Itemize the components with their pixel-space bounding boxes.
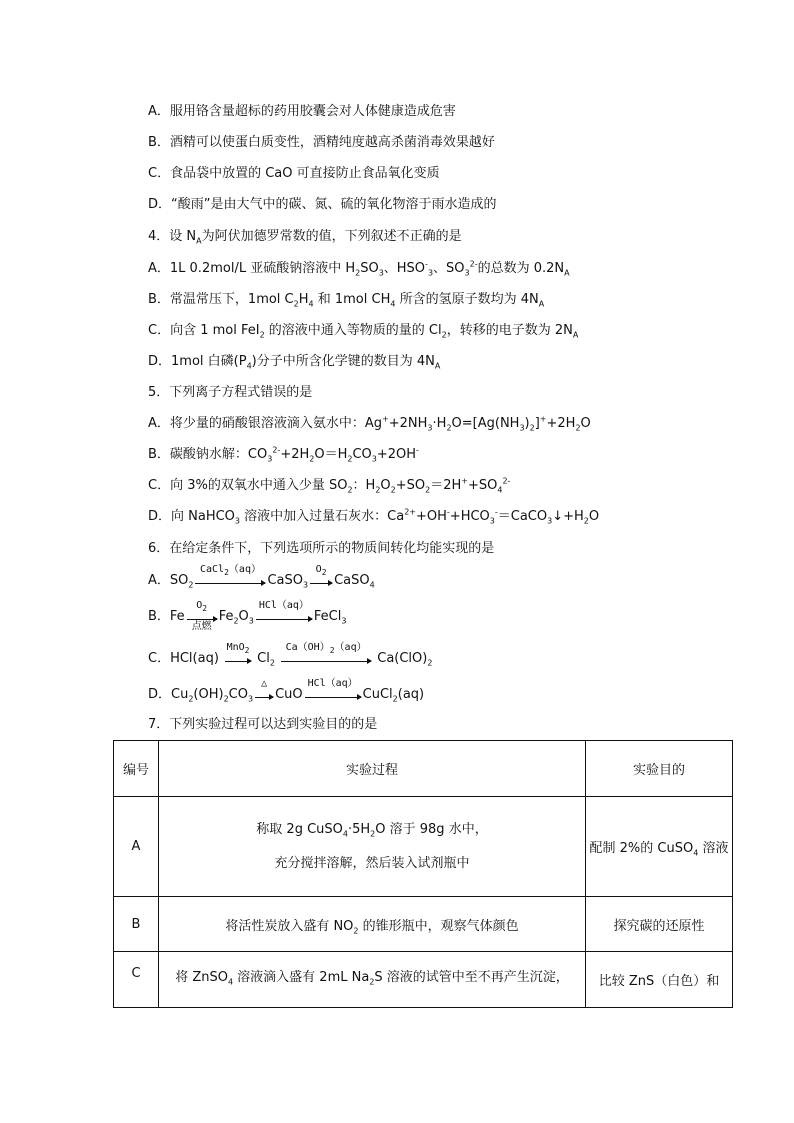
q7-stem: 7．下列实验过程可以达到实验目的的是 — [148, 717, 378, 732]
q5-stem: 5．下列离子方程式错误的是 — [148, 385, 313, 400]
row-id: C — [114, 952, 159, 1008]
q4-option-c: C．向含 1 mol FeI$_2$ 的溶液中通入等物质的量的 $Cl_2$，转移的电子数为 $2N_A$ — [148, 323, 579, 340]
table-row — [114, 897, 733, 952]
q6-option-b: B．Fe $O_2$ 点燃 $Fe_2O_3$ HCl（aq） FeCl$_3$ — [148, 600, 347, 632]
process-line: 充分搅拌溶解，然后装入试剂瓶中 — [274, 855, 470, 871]
q5-option-c: C．向 3%的双氧水中通入少量 $SO_2$：$H_2O_2+SO_2=2H^++SO_4^{2-}$ — [148, 476, 511, 495]
q6-option-d: D．$Cu_2(OH)_2CO_3$ △ CuO HCl（aq） CuCl$_2$(aq) — [148, 678, 425, 704]
table-row — [114, 952, 733, 1008]
q3-option-b: B．酒精可以使蛋白质变性，酒精纯度越高杀菌消毒效果越好 — [148, 135, 495, 150]
row-process — [159, 797, 586, 897]
row-id: A — [114, 797, 159, 897]
q5-option-b: B．碳酸钠水解：$CO_3^{2-}+2H_2O=H_2CO_3+2OH^-$ — [148, 445, 419, 464]
header-process: 实验过程 — [159, 741, 586, 797]
experiment-table — [113, 740, 733, 1008]
q6-option-c: C．HCl(aq) MnO$_2$ $Cl_2$ $Ca(OH)_2(aq)$ $Ca(ClO)_2$ — [148, 642, 433, 668]
q4-option-a: A．1L 0.2mol/L 亚硫酸钠溶液中 $H_2SO_3$、$HSO^-_3$、$SO_3^{2-}$的总数为 $0.2N_A$ — [148, 259, 570, 278]
q5-option-a: A．将少量的硝酸银溶液滴入氨水中：$Ag^++2NH_3\cdot H_2O=[Ag(NH_3)_2]^++2H_2O$ — [148, 414, 591, 433]
row-process: 将 ZnSO$_4$ 溶液滴入盛有 2mL $Na_2S$ 溶液的试管中至不再产生沉淀， — [159, 952, 586, 1008]
row-process: 将活性炭放入盛有 $NO_2$ 的锥形瓶中，观察气体颜色 — [159, 897, 586, 952]
q4-option-b: B．常温常压下，1mol $C_2H_4$ 和 1mol $CH_4$ 所含的氢原子数均为 $4N_A$ — [148, 292, 545, 309]
q5-option-d: D．向 NaHCO$_3$ 溶液中加入过量石灰水：$Ca^{2+}+OH^-+HCO_3^-=CaCO_3↓+H_2O$ — [148, 507, 600, 526]
q6-option-a: A．$SO_2$ CaCl$_2$（aq） CaSO$_3$ $O_2$ CaSO$_4$ — [148, 564, 375, 590]
q3-option-d: D．“酸雨”是由大气中的碳、氮、硫的氧化物溶于雨水造成的 — [148, 197, 497, 212]
q4-option-d: D．1mol 白磷$(P_4)$分子中所含化学键的数目为 $4N_A$ — [148, 354, 441, 371]
row-goal: 探究碳的还原性 — [586, 897, 733, 952]
q6-stem: 6．在给定条件下，下列选项所示的物质间转化均能实现的是 — [148, 541, 495, 556]
header-id: 编号 — [114, 741, 159, 797]
process-line: 称取 2g $CuSO_4\cdot 5H_2O$ 溶于 98g 水中， — [256, 821, 488, 839]
header-goal: 实验目的 — [586, 741, 733, 797]
q3-option-a: A．服用铬含量超标的药用胶囊会对人体健康造成危害 — [148, 104, 456, 119]
q3-option-c: C．食品袋中放置的 CaO 可直接防止食品氧化变质 — [148, 166, 440, 181]
row-goal: 比较 ZnS（白色）和 — [586, 952, 733, 1008]
row-id: B — [114, 897, 159, 952]
row-goal: 配制 2%的 CuSO$_4$ 溶液 — [586, 797, 733, 897]
table-row — [114, 797, 733, 897]
q4-stem: 4．设 $N_A$为阿伏加德罗常数的值，下列叙述不正确的是 — [148, 229, 462, 246]
table-header-row — [114, 741, 733, 797]
